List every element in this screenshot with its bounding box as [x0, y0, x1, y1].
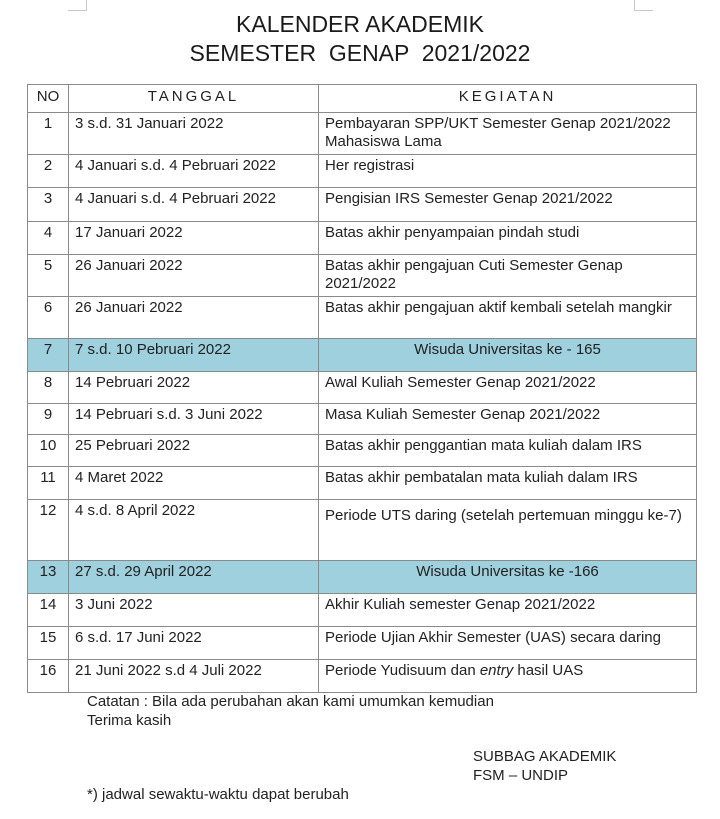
- table-row: [28, 372, 697, 404]
- table-row: [28, 594, 697, 627]
- row-date: 4 Maret 2022: [69, 467, 319, 500]
- row-date: 14 Pebruari 2022: [69, 372, 319, 404]
- row-activity: Wisuda Universitas ke - 165: [319, 339, 697, 372]
- note-catatan: Catatan : Bila ada perubahan akan kami umumkan kemudian: [87, 693, 494, 710]
- row-activity: Batas akhir pembatalan mata kuliah dalam IRS: [319, 467, 697, 500]
- table-row: [28, 660, 697, 693]
- row-activity: Wisuda Universitas ke -166: [319, 561, 697, 594]
- row-date: 4 Januari s.d. 4 Pebruari 2022: [69, 188, 319, 222]
- document-title: [0, 10, 720, 68]
- row-activity: [319, 660, 697, 693]
- notes-block: [87, 692, 494, 730]
- row-number: 6: [28, 297, 69, 339]
- signature-org: FSM – UNDIP: [473, 767, 569, 784]
- row-number: 7: [28, 339, 69, 372]
- activity-text-emphasis: entry: [479, 662, 514, 679]
- row-activity: Pembayaran SPP/UKT Semester Genap 2021/2022 Mahasiswa Lama: [319, 113, 697, 155]
- row-number: 5: [28, 255, 69, 297]
- table-row: [28, 435, 697, 467]
- title-line-2: SEMESTER GENAP 2021/2022: [189, 40, 531, 66]
- row-date: 25 Pebruari 2022: [69, 435, 319, 467]
- row-activity: Akhir Kuliah semester Genap 2021/2022: [319, 594, 697, 627]
- row-date: 3 s.d. 31 Januari 2022: [69, 113, 319, 155]
- row-number: 9: [28, 404, 69, 435]
- row-activity: Batas akhir penggantian mata kuliah dalam IRS: [319, 435, 697, 467]
- row-date: 21 Juni 2022 s.d 4 Juli 2022: [69, 660, 319, 693]
- table-row: [28, 188, 697, 222]
- row-number: 2: [28, 155, 69, 188]
- table-header-row: [28, 85, 697, 113]
- row-date: 26 Januari 2022: [69, 297, 319, 339]
- table-row-highlighted: [28, 339, 697, 372]
- row-number: 11: [28, 467, 69, 500]
- academic-calendar-table: [27, 84, 697, 693]
- row-number: 13: [28, 561, 69, 594]
- row-date: 4 Januari s.d. 4 Pebruari 2022: [69, 155, 319, 188]
- table-row: [28, 255, 697, 297]
- title-line-1: KALENDER AKADEMIK: [236, 11, 484, 37]
- row-number: 8: [28, 372, 69, 404]
- row-number: 3: [28, 188, 69, 222]
- note-terima-kasih: Terima kasih: [87, 712, 172, 729]
- table-row: [28, 222, 697, 255]
- row-date: 4 s.d. 8 April 2022: [69, 500, 319, 561]
- row-date: 7 s.d. 10 Pebruari 2022: [69, 339, 319, 372]
- table-row: [28, 627, 697, 660]
- row-activity: Periode Ujian Akhir Semester (UAS) secara daring: [319, 627, 697, 660]
- row-date: 27 s.d. 29 April 2022: [69, 561, 319, 594]
- row-number: 10: [28, 435, 69, 467]
- row-activity: Awal Kuliah Semester Genap 2021/2022: [319, 372, 697, 404]
- row-date: 26 Januari 2022: [69, 255, 319, 297]
- row-date: 3 Juni 2022: [69, 594, 319, 627]
- row-number: 12: [28, 500, 69, 561]
- row-date: 6 s.d. 17 Juni 2022: [69, 627, 319, 660]
- column-header-kegiatan: KEGIATAN: [319, 85, 697, 113]
- column-header-tanggal: TANGGAL: [69, 85, 319, 113]
- row-number: 1: [28, 113, 69, 155]
- table-row: [28, 297, 697, 339]
- activity-text-pre: Periode Yudisuum dan: [325, 662, 480, 679]
- row-activity: Batas akhir pengajuan aktif kembali setelah mangkir: [319, 297, 697, 339]
- row-activity: Periode UTS daring (setelah pertemuan minggu ke-7): [319, 500, 697, 561]
- table-row: [28, 155, 697, 188]
- row-date: 17 Januari 2022: [69, 222, 319, 255]
- row-activity: Batas akhir pengajuan Cuti Semester Genap 2021/2022: [319, 255, 697, 297]
- signature-block: [473, 747, 616, 785]
- footnote: *) jadwal sewaktu-waktu dapat berubah: [87, 786, 349, 803]
- table-row: [28, 404, 697, 435]
- column-header-no: NO: [28, 85, 69, 113]
- row-number: 16: [28, 660, 69, 693]
- row-activity: Her registrasi: [319, 155, 697, 188]
- row-activity: Pengisian IRS Semester Genap 2021/2022: [319, 188, 697, 222]
- table-row: [28, 113, 697, 155]
- table-row-highlighted: [28, 561, 697, 594]
- table-row: [28, 500, 697, 561]
- row-number: 14: [28, 594, 69, 627]
- row-date: 14 Pebruari s.d. 3 Juni 2022: [69, 404, 319, 435]
- signature-unit: SUBBAG AKADEMIK: [473, 748, 617, 765]
- table-row: [28, 467, 697, 500]
- row-activity: Batas akhir penyampaian pindah studi: [319, 222, 697, 255]
- row-number: 15: [28, 627, 69, 660]
- row-activity: Masa Kuliah Semester Genap 2021/2022: [319, 404, 697, 435]
- row-number: 4: [28, 222, 69, 255]
- activity-text-post: hasil UAS: [513, 662, 584, 679]
